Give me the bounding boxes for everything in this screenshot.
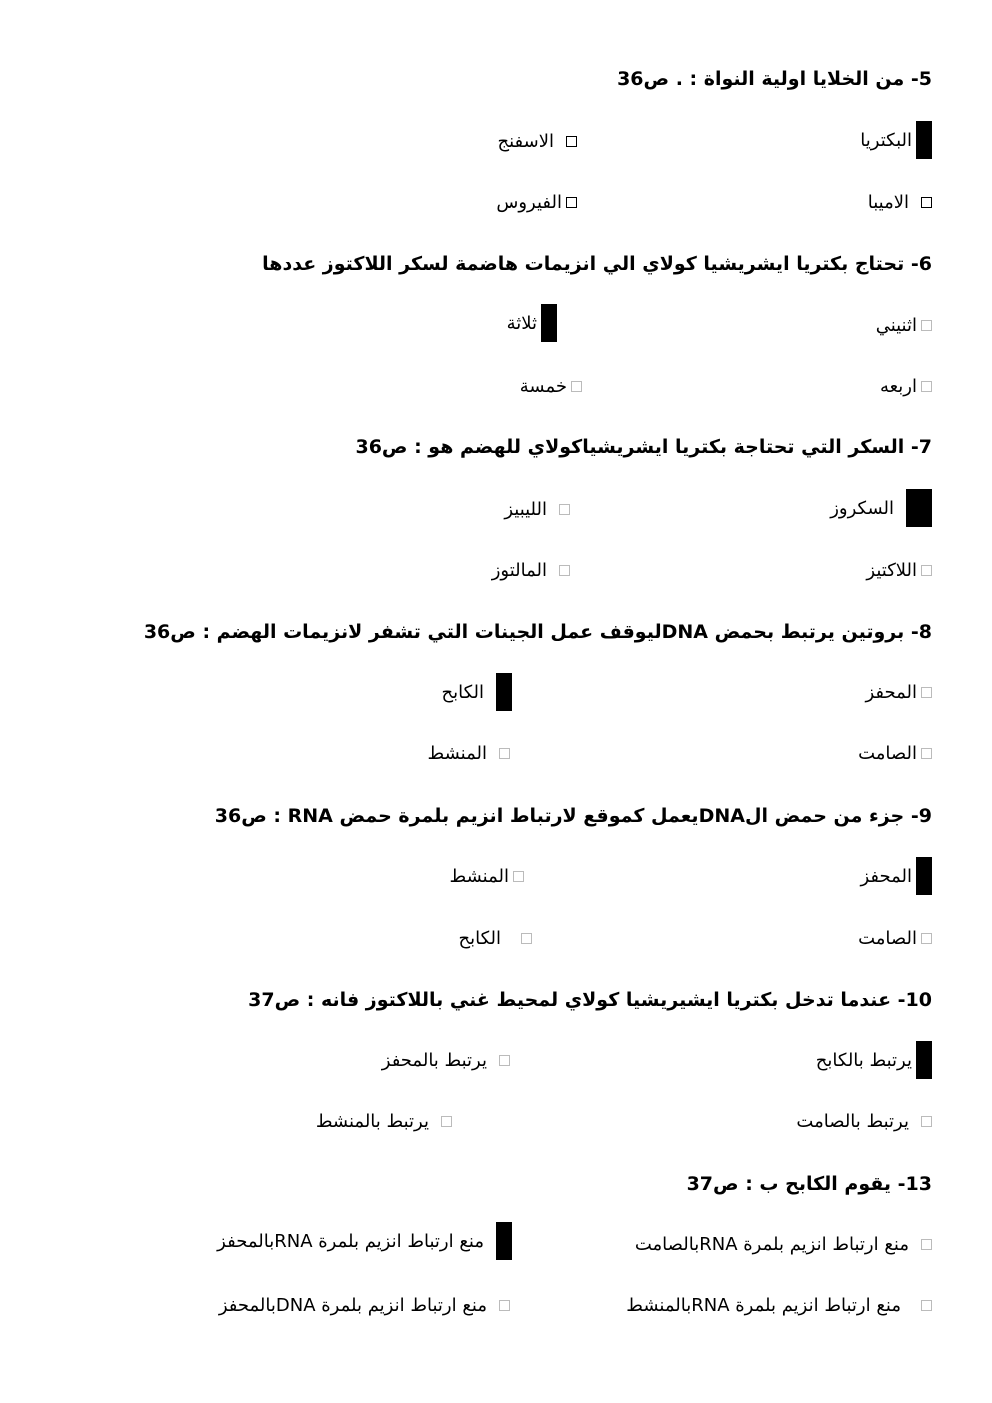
option-label: البكتريا — [860, 129, 912, 151]
option-label: خمسة — [519, 376, 567, 397]
q7-option-3[interactable] — [866, 560, 932, 581]
q9-option-3[interactable] — [858, 928, 932, 949]
q8-option-3[interactable] — [858, 743, 932, 764]
selected-checkbox-icon[interactable] — [916, 857, 932, 895]
option-label: ثلاثة — [506, 312, 537, 334]
checkbox-icon[interactable] — [921, 1116, 932, 1127]
option-label: يرتبط بالصامت — [796, 1111, 909, 1132]
checkbox-icon[interactable] — [921, 565, 932, 576]
option-label: يرتبط بالمحفز — [381, 1050, 487, 1071]
checkbox-icon[interactable] — [921, 1300, 932, 1311]
option-label: الليبيز — [504, 499, 547, 520]
question-9-title: 9- جزء من حمض الDNAيعمل كموقع لارتباط انزيم بلمرة حمض RNA : ص36 — [214, 805, 932, 827]
option-label: الكابح — [458, 928, 501, 949]
q6-option-4[interactable] — [520, 376, 582, 397]
checkbox-icon[interactable] — [921, 381, 932, 392]
selected-checkbox-icon[interactable] — [916, 1041, 932, 1079]
selected-checkbox-icon[interactable] — [496, 673, 512, 711]
checkbox-icon[interactable] — [921, 1239, 932, 1250]
checkbox-icon[interactable] — [499, 1300, 510, 1311]
checkbox-icon[interactable] — [521, 933, 532, 944]
question-7-title: 7- السكر التي تحتاجة بكتريا ايشريشياكولاي للهضم هو : ص36 — [355, 436, 932, 458]
checkbox-icon[interactable] — [559, 565, 570, 576]
checkbox-icon[interactable] — [921, 687, 932, 698]
option-label: الاميبا — [867, 192, 909, 213]
option-label: المنشط — [449, 866, 509, 887]
q6-option-3[interactable] — [880, 376, 932, 397]
q13-option-2[interactable] — [217, 1222, 512, 1260]
question-6-title: 6- تحتاج بكتريا ايشريشيا كولاي الي انزيمات هاضمة لسكر اللاكتوز عددها — [262, 253, 932, 275]
q13-option-4[interactable] — [219, 1295, 510, 1316]
checkbox-icon[interactable] — [441, 1116, 452, 1127]
option-label: اللاكتيز — [866, 560, 917, 581]
option-label: الصامت — [858, 928, 917, 949]
q9-option-1[interactable] — [860, 857, 932, 895]
option-label: اربعه — [879, 376, 917, 397]
q7-option-4[interactable] — [492, 560, 570, 581]
q10-option-4[interactable] — [316, 1111, 452, 1132]
checkbox-icon[interactable] — [513, 871, 524, 882]
option-label: يرتبط بالمنشط — [315, 1111, 429, 1132]
selected-checkbox-icon[interactable] — [906, 489, 932, 527]
q9-option-4[interactable] — [458, 928, 532, 949]
option-label: المنشط — [427, 743, 487, 764]
checkbox-icon[interactable] — [571, 381, 582, 392]
selected-checkbox-icon[interactable] — [916, 121, 932, 159]
q9-option-2[interactable] — [450, 866, 524, 887]
q6-option-2[interactable] — [507, 304, 557, 342]
q6-option-1[interactable] — [876, 315, 932, 336]
option-label: منع ارتباط انزيم بلمرة RNAبالصامت — [634, 1234, 909, 1255]
selected-checkbox-icon[interactable] — [541, 304, 557, 342]
q13-option-1[interactable] — [635, 1234, 932, 1255]
checkbox-icon[interactable] — [566, 197, 577, 208]
checkbox-icon[interactable] — [921, 320, 932, 331]
q10-option-3[interactable] — [796, 1111, 932, 1132]
checkbox-icon[interactable] — [921, 197, 932, 208]
option-label: يرتبط بالكابح — [815, 1049, 912, 1071]
option-label: السكروز — [830, 497, 894, 519]
q5-option-2[interactable] — [497, 131, 577, 152]
checkbox-icon[interactable] — [499, 748, 510, 759]
q7-option-1[interactable] — [830, 489, 932, 527]
q7-option-2[interactable] — [504, 499, 570, 520]
selected-checkbox-icon[interactable] — [496, 1222, 512, 1260]
question-10-title: 10- عندما تدخل بكتريا ايشيريشيا كولاي لمحيط غني باللاكتوز فانه : ص37 — [248, 989, 932, 1011]
question-8-title: 8- بروتين يرتبط بحمض DNAليوقف عمل الجينات التي تشفر لانزيمات الهضم : ص36 — [143, 621, 932, 643]
option-label: الصامت — [858, 743, 917, 764]
q5-option-3[interactable] — [868, 192, 932, 213]
q13-option-3[interactable] — [626, 1295, 932, 1316]
q5-option-4[interactable] — [496, 192, 577, 213]
option-label: المحفز — [860, 865, 912, 887]
q10-option-1[interactable] — [816, 1041, 932, 1079]
checkbox-icon[interactable] — [921, 748, 932, 759]
option-label: المالتوز — [491, 560, 547, 581]
option-label: الفيروس — [496, 192, 562, 213]
q8-option-1[interactable] — [865, 682, 932, 703]
option-label: منع ارتباط انزيم بلمرة RNAبالمنشط — [626, 1295, 901, 1316]
question-5-title: 5- من الخلايا اولية النواة : . ص36 — [617, 68, 932, 90]
q10-option-2[interactable] — [382, 1050, 510, 1071]
q8-option-4[interactable] — [428, 743, 510, 764]
q8-option-2[interactable] — [441, 673, 512, 711]
option-label: منع ارتباط انزيم بلمرة DNAبالمحفز — [218, 1295, 487, 1316]
option-label: المحفز — [865, 682, 917, 703]
q5-option-1[interactable] — [860, 121, 932, 159]
checkbox-icon[interactable] — [499, 1055, 510, 1066]
checkbox-icon[interactable] — [566, 136, 577, 147]
checkbox-icon[interactable] — [559, 504, 570, 515]
question-13-title: 13- يقوم الكابح ب : ص37 — [686, 1173, 932, 1195]
option-label: اثنيني — [875, 315, 917, 336]
checkbox-icon[interactable] — [921, 933, 932, 944]
option-label: منع ارتباط انزيم بلمرة RNAبالمحفز — [217, 1230, 484, 1252]
option-label: الكابح — [441, 681, 484, 703]
option-label: الاسفنج — [497, 131, 554, 152]
